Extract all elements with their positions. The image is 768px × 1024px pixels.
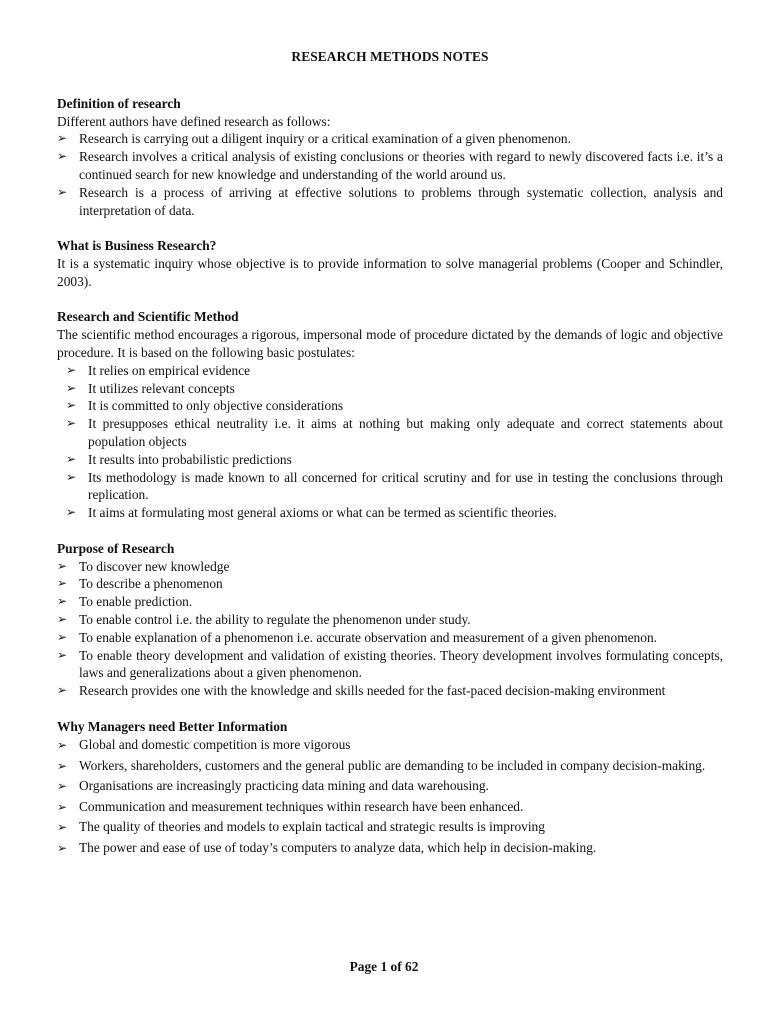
list-item bbox=[57, 575, 723, 593]
list-item bbox=[57, 558, 723, 576]
list-item bbox=[57, 817, 723, 838]
list-item bbox=[57, 593, 723, 611]
list-item-text: It presupposes ethical neutrality i.e. it aims at nothing but making only adequate and correct statements about population objects bbox=[88, 416, 723, 449]
section-intro: Different authors have defined research as follows: bbox=[57, 113, 331, 129]
arrow-bullet-icon: ➢ bbox=[66, 398, 77, 413]
list-item-text: Research provides one with the knowledge and skills needed for the fast-paced decision-making environment bbox=[79, 683, 666, 699]
list-item bbox=[57, 735, 723, 756]
list-item-text: To enable prediction. bbox=[79, 594, 193, 610]
list-item bbox=[57, 362, 723, 380]
document-title: RESEARCH METHODS NOTES bbox=[291, 49, 489, 64]
arrow-bullet-icon: ➢ bbox=[57, 799, 68, 814]
bullet-list bbox=[57, 130, 723, 219]
list-item-text: It aims at formulating most general axioms or what can be termed as scientific theories. bbox=[88, 505, 557, 521]
section-heading: Research and Scientific Method bbox=[57, 309, 239, 325]
list-item bbox=[57, 682, 723, 700]
list-item bbox=[57, 130, 723, 148]
bullet-list bbox=[57, 558, 723, 700]
list-item-text: Research is a process of arriving at effective solutions to problems through systematic collection, analysis and interpretation of data. bbox=[79, 184, 723, 218]
list-item bbox=[57, 776, 723, 797]
arrow-bullet-icon: ➢ bbox=[57, 647, 68, 662]
arrow-bullet-icon: ➢ bbox=[57, 131, 68, 146]
list-item-text: Organisations are increasingly practicing data mining and data warehousing. bbox=[79, 778, 489, 794]
list-item bbox=[57, 838, 723, 859]
list-item-text: It utilizes relevant concepts bbox=[88, 380, 235, 396]
list-item bbox=[57, 380, 723, 398]
page-number: Page 1 of 62 bbox=[349, 959, 419, 974]
list-item-text: To enable theory development and validation of existing theories. Theory development involves formulating concepts, laws and generalizations about a given phenomenon. bbox=[79, 647, 723, 681]
list-item-text: Global and domestic competition is more vigorous bbox=[79, 737, 351, 753]
section-managers bbox=[57, 718, 723, 859]
section-paragraph: The scientific method encourages a rigorous, impersonal mode of procedure dictated by the demands of logic and objective procedure. It is based on the following basic postulates: bbox=[57, 327, 723, 360]
bullet-list bbox=[57, 362, 723, 522]
list-item bbox=[57, 756, 723, 777]
list-item bbox=[57, 469, 723, 505]
arrow-bullet-icon: ➢ bbox=[66, 380, 77, 395]
section-heading: Definition of research bbox=[57, 95, 181, 111]
list-item bbox=[57, 397, 723, 415]
arrow-bullet-icon: ➢ bbox=[66, 469, 77, 484]
list-item bbox=[57, 415, 723, 451]
arrow-bullet-icon: ➢ bbox=[57, 820, 68, 835]
list-item-text: Workers, shareholders, customers and the general public are demanding to be included in company decision-making. bbox=[79, 757, 706, 773]
arrow-bullet-icon: ➢ bbox=[57, 779, 68, 794]
arrow-bullet-icon: ➢ bbox=[57, 611, 68, 626]
list-item-text: Its methodology is made known to all concerned for critical scrutiny and for use in testing the conclusions through replication. bbox=[88, 469, 723, 503]
section-definition bbox=[57, 95, 723, 220]
arrow-bullet-icon: ➢ bbox=[66, 505, 77, 520]
arrow-bullet-icon: ➢ bbox=[57, 576, 68, 591]
arrow-bullet-icon: ➢ bbox=[66, 416, 77, 431]
list-item-text: The quality of theories and models to explain tactical and strategic results is improving bbox=[79, 819, 545, 835]
arrow-bullet-icon: ➢ bbox=[57, 683, 68, 698]
list-item-text: To enable control i.e. the ability to regulate the phenomenon under study. bbox=[79, 611, 471, 627]
list-item-text: Research involves a critical analysis of existing conclusions or theories with regard to newly discovered facts i.e. it’s a continued search for new knowledge and understanding of the world around us. bbox=[79, 149, 723, 182]
arrow-bullet-icon: ➢ bbox=[66, 451, 77, 466]
list-item-text: Communication and measurement techniques within research have been enhanced. bbox=[79, 798, 524, 814]
list-item-text: To discover new knowledge bbox=[79, 558, 230, 574]
list-item-text: It relies on empirical evidence bbox=[88, 362, 251, 378]
section-business-research bbox=[57, 237, 723, 290]
list-item bbox=[57, 611, 723, 629]
section-scientific-method bbox=[57, 308, 723, 522]
list-item bbox=[57, 647, 723, 683]
list-item bbox=[57, 504, 723, 522]
list-item-text: To describe a phenomenon bbox=[79, 576, 223, 592]
section-purpose bbox=[57, 540, 723, 700]
arrow-bullet-icon: ➢ bbox=[57, 840, 68, 855]
arrow-bullet-icon: ➢ bbox=[57, 758, 68, 773]
section-heading: What is Business Research? bbox=[57, 238, 217, 254]
list-item-text: It is committed to only objective considerations bbox=[88, 398, 344, 414]
list-item bbox=[57, 148, 723, 184]
list-item bbox=[57, 629, 723, 647]
list-item bbox=[57, 797, 723, 818]
bullet-list bbox=[57, 735, 723, 858]
section-heading: Why Managers need Better Information bbox=[57, 718, 288, 734]
arrow-bullet-icon: ➢ bbox=[57, 184, 68, 199]
list-item-text: It results into probabilistic predictions bbox=[88, 451, 292, 467]
arrow-bullet-icon: ➢ bbox=[57, 594, 68, 609]
arrow-bullet-icon: ➢ bbox=[57, 629, 68, 644]
list-item bbox=[57, 184, 723, 220]
arrow-bullet-icon: ➢ bbox=[57, 738, 68, 753]
list-item bbox=[57, 451, 723, 469]
list-item-text: To enable explanation of a phenomenon i.e. accurate observation and measurement of a given phenomenon. bbox=[79, 629, 657, 645]
page-content bbox=[57, 48, 723, 876]
list-item-text: The power and ease of use of today’s computers to analyze data, which help in decision-making. bbox=[79, 839, 597, 855]
section-paragraph: It is a systematic inquiry whose objective is to provide information to solve managerial problems (Cooper and Schindler, 2003). bbox=[57, 255, 723, 289]
arrow-bullet-icon: ➢ bbox=[57, 149, 68, 164]
list-item-text: Research is carrying out a diligent inquiry or a critical examination of a given phenomenon. bbox=[79, 131, 571, 147]
arrow-bullet-icon: ➢ bbox=[66, 362, 77, 377]
arrow-bullet-icon: ➢ bbox=[57, 558, 68, 573]
section-heading: Purpose of Research bbox=[57, 540, 175, 556]
